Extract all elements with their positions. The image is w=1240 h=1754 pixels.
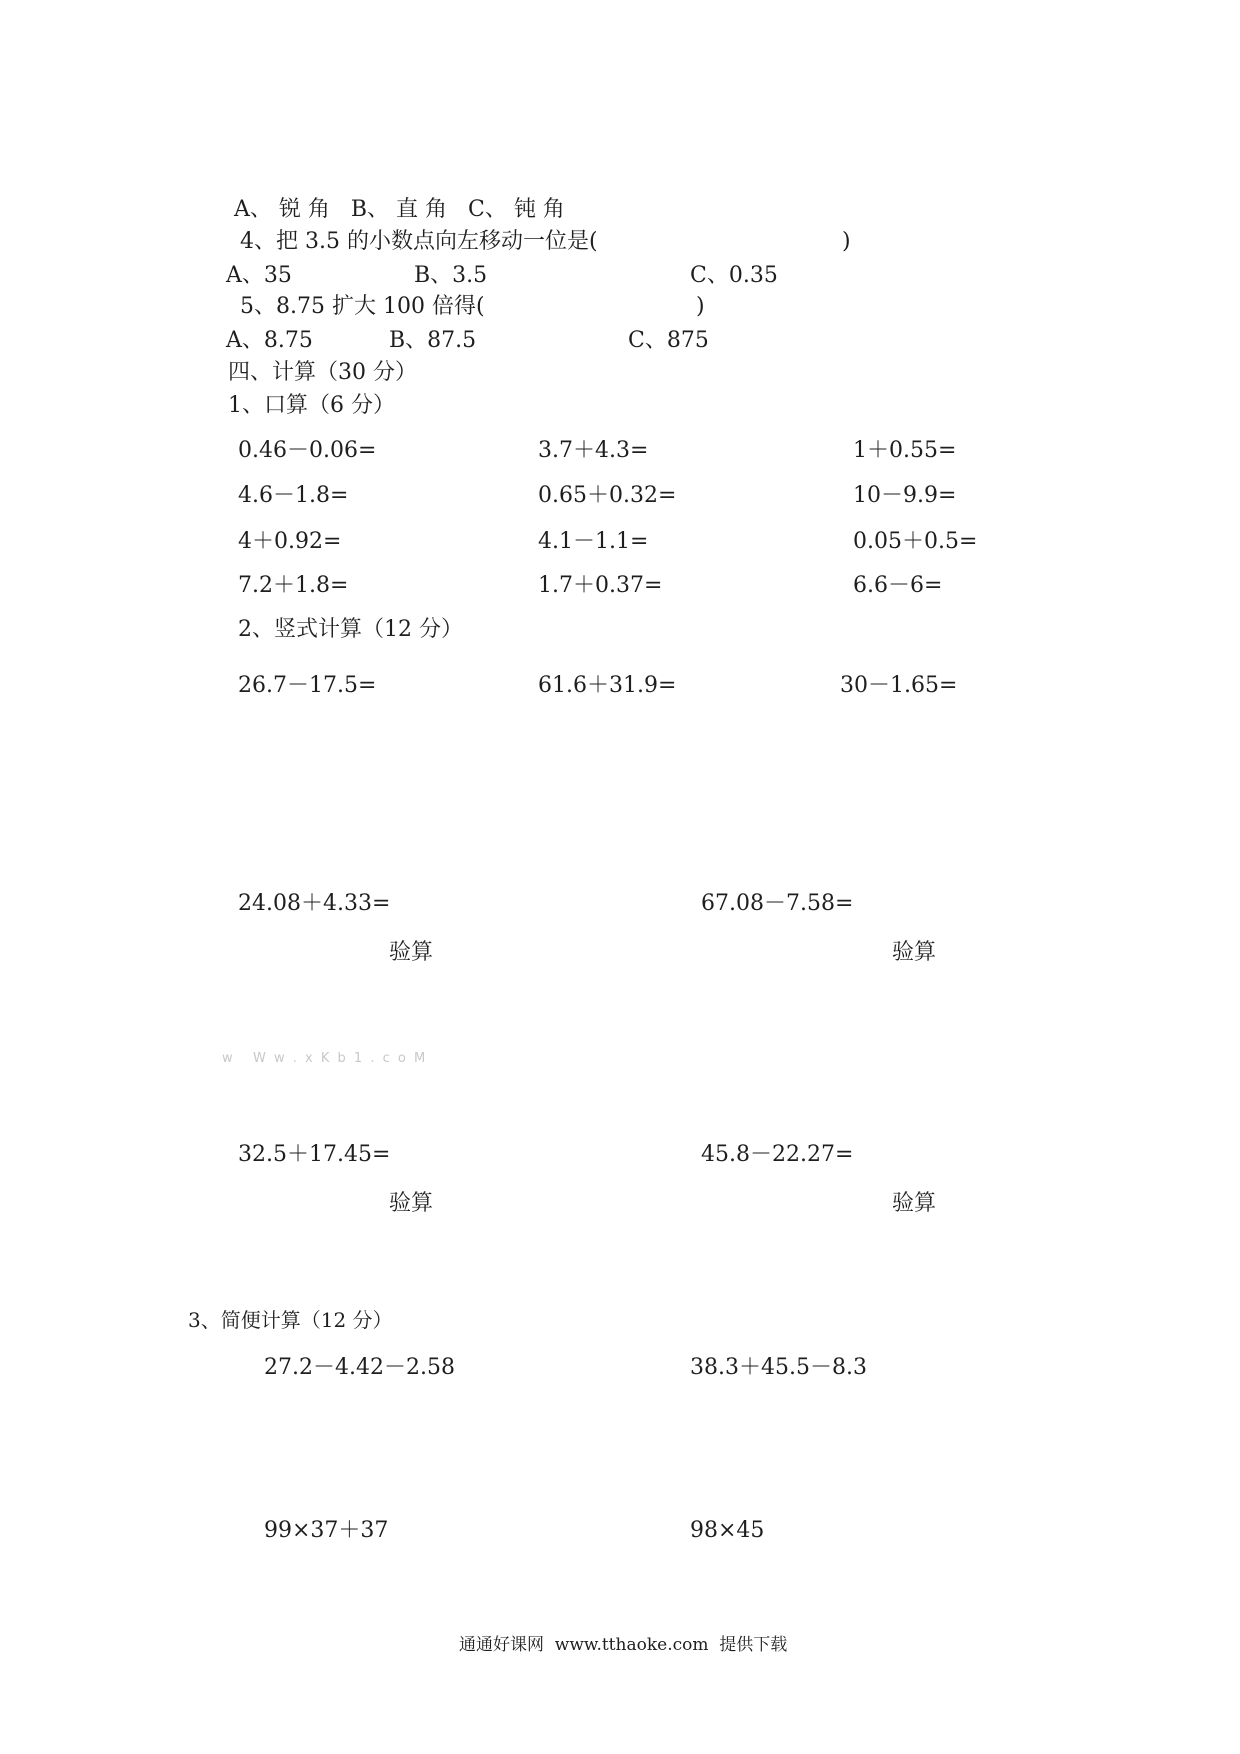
q4-option-c: C、0.35 xyxy=(690,263,778,288)
oral-problem: 4＋0.92= xyxy=(238,529,342,554)
oral-problem: 1＋0.55= xyxy=(853,438,957,463)
q4-option-a: A、35 xyxy=(226,263,292,288)
simple-problem: 98×45 xyxy=(690,1518,765,1543)
oral-problem: 4.6－1.8= xyxy=(238,483,349,508)
vertical-problem: 24.08＋4.33= xyxy=(238,891,391,916)
q5-option-b: B、87.5 xyxy=(389,328,477,353)
vertical-problem: 26.7－17.5= xyxy=(238,673,377,698)
oral-problem: 6.6－6= xyxy=(853,573,943,598)
footer-credit: 通通好课网 www.tthaoke.com 提供下载 xyxy=(459,1635,788,1655)
simple-problem: 99×37＋37 xyxy=(264,1518,389,1543)
oral-problem: 0.65＋0.32= xyxy=(538,483,677,508)
simple-problem: 27.2－4.42－2.58 xyxy=(264,1355,455,1380)
simple-title: 3、简便计算（12 分） xyxy=(188,1308,393,1332)
q4-option-b: B、3.5 xyxy=(414,263,488,288)
check-label: 验算 xyxy=(892,940,937,965)
oral-title: 1、口算（6 分） xyxy=(228,393,395,418)
check-label: 验算 xyxy=(389,1191,434,1216)
oral-problem: 4.1－1.1= xyxy=(538,529,649,554)
vertical-problem: 67.08－7.58= xyxy=(701,891,854,916)
section-title: 四、计算（30 分） xyxy=(228,360,417,385)
simple-problem: 38.3＋45.5－8.3 xyxy=(690,1355,867,1380)
oral-problem: 3.7＋4.3= xyxy=(538,438,649,463)
check-label: 验算 xyxy=(389,940,434,965)
check-label: 验算 xyxy=(892,1191,937,1216)
oral-problem: 1.7＋0.37= xyxy=(538,573,663,598)
q5-option-a: A、8.75 xyxy=(226,328,313,353)
vertical-problem: 61.6＋31.9= xyxy=(538,673,677,698)
q3-options: A、 锐 角 B、 直 角 C、 钝 角 xyxy=(234,197,565,222)
q5-option-c: C、875 xyxy=(628,328,709,353)
oral-problem: 0.46－0.06= xyxy=(238,438,377,463)
watermark: w W w . x K b 1 . c o M xyxy=(222,1051,428,1066)
q5-stem: 5、8.75 扩大 100 倍得( xyxy=(240,294,485,319)
vertical-problem: 30－1.65= xyxy=(840,673,958,698)
oral-problem: 10－9.9= xyxy=(853,483,957,508)
q5-close-paren: ) xyxy=(696,294,705,319)
vertical-problem: 32.5＋17.45= xyxy=(238,1142,391,1167)
oral-problem: 0.05＋0.5= xyxy=(853,529,978,554)
vertical-problem: 45.8－22.27= xyxy=(701,1142,854,1167)
q4-close-paren: ) xyxy=(842,229,851,254)
oral-problem: 7.2＋1.8= xyxy=(238,573,349,598)
q4-stem: 4、把 3.5 的小数点向左移动一位是( xyxy=(240,229,598,254)
vertical-title: 2、竖式计算（12 分） xyxy=(238,617,463,642)
